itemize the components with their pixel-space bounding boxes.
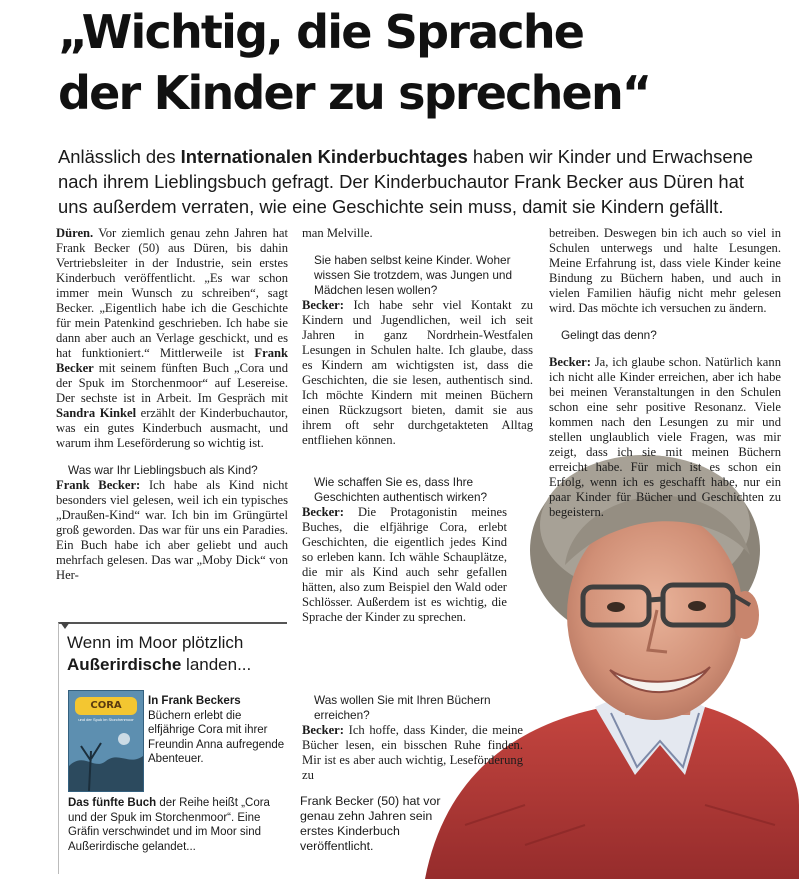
book-cover-subtitle: und der Spuk im Storchenmoor xyxy=(78,717,134,722)
headline xyxy=(58,2,788,124)
book-cover-image xyxy=(68,690,144,792)
author-name: Frank Becker xyxy=(56,346,288,375)
interviewer-name: Sandra Kinkel xyxy=(56,406,137,420)
lead-paragraph xyxy=(58,144,793,219)
book-cover-title: CORA xyxy=(75,697,137,715)
speaker-label: Becker: xyxy=(302,723,344,737)
lead-bold-event: Internationalen Kinderbuchtages xyxy=(180,146,468,167)
info-box-arrow-icon xyxy=(60,622,70,629)
photo-caption: Frank Becker (50) hat vor genau zehn Jahren sein erstes Kinderbuch veröffentlicht. xyxy=(300,794,441,853)
lead-line-2: nach ihrem Lieblingsbuch gefragt. Der Kinderbuchautor Frank Becker aus Düren hat xyxy=(58,171,744,192)
continuation-text: betreiben. Deswegen bin ich auch so viel in Schulen unterwegs und halte Lesungen. Meine Erfahrung ist, dass viele Kinder keine Bindung zu Büchern haben, und auch in vielen Familien häufig nicht mehr gelesen wird. Das möchte ich versuchen zu ändern. xyxy=(549,226,781,315)
speaker-label: Becker: xyxy=(302,298,344,312)
question-2: Sie haben selbst keine Kinder. Woher wissen Sie trotzdem, was Jungen und Mädchen lesen wollen? xyxy=(314,253,513,297)
question-5: Gelingt das denn? xyxy=(561,328,657,342)
speaker-label: Frank Becker: xyxy=(56,478,141,492)
answer-5: Becker: Ja, ich glaube schon. Natürlich kann ich nicht alle Kinder erreichen, aber ich habe bei meinen Veranstaltungen in den Schulen schon eine sehr positive Resonanz. Viele kommen nach den Lesungen zu mir und stellen unglaublich viele Fragen, was mir zeigt, dass ich sie mit meinen Büchern erreicht habe. Für mich ist es schon ein Erfolg, wenn ich es geschafft habe, nur ein paar Kinder für Bücher und Geschichten zu begeistern. xyxy=(549,355,781,519)
intro-paragraph: Düren. Vor ziemlich genau zehn Jahren hat Frank Becker (50) aus Düren, bis dahin Vertriebsleiter in der Industrie, sein erstes Kinderbuch veröffentlicht. „Es war schon immer mein Wunsch zu schreiben“, sagt Becker. „Eigentlich habe ich die Geschichte für mein Patenkind geschrieben. Ich habe sie dann aber auch an Verlage geschickt, und es hat funktioniert.“ Mittlerweile ist Frank Becker mit seinem fünften Buch „Cora und der Spuk im Storchenmoor“ auf Lesereise. Der sechste ist in Arbeit. Im Gespräch mit Sandra Kinkel erzählt der Kinderbuchautor, was ein gutes Kinderbuch ausmacht, und warum ihm Leseförderung so wichtig ist. xyxy=(56,226,288,450)
headline-line-2: der Kinder zu sprechen“ xyxy=(58,66,651,120)
speaker-label: Becker: xyxy=(302,505,344,519)
dateline: Düren. xyxy=(56,226,94,240)
continuation-text: man Melville. xyxy=(302,226,373,240)
question-1: Was war Ihr Lieblingsbuch als Kind? xyxy=(68,463,258,477)
info-box-title: Wenn im Moor plötzlich Außerirdische landen... xyxy=(67,633,252,674)
answer-1: Frank Becker: Ich habe als Kind nicht besonders viel gelesen, weil ich ein typisches „Draußen-Kind“ war. Ich bin im Grüngürtel groß geworden. Das war für uns ein Paradies. Ein Buch habe ich aber geliebt und auch mehrfach gelesen. Das war „Moby Dick“ von Her- xyxy=(56,478,288,582)
question-3: Wie schaffen Sie es, dass Ihre Geschichten authentisch wirken? xyxy=(314,475,488,504)
article-column-2-bottom xyxy=(302,693,523,783)
answer-2: Becker: Ich habe sehr viel Kontakt zu Kindern und Jugendlichen, weil ich seit Jahren in ganz Nordrhein-Westfalen Lesungen in Schulen halte. Ich glaube, dass es Kindern am wichtigsten ist, dass die Geschichten, die sie lesen, authentisch sind. Ich möchte Kindern mit meinen Büchern einen Rückzugsort bieten, damit sie aus ihrem oft sehr durchgetakteten Alltag entfliehen können. xyxy=(302,298,533,447)
article-column-2 xyxy=(302,226,533,448)
article-column-2-lower xyxy=(302,475,507,625)
answer-4: Becker: Ich hoffe, dass Kinder, die meine Bücher lesen, ein bisschen Ruhe finden. Mir ist es aber auch wichtig, Leseförderung zu xyxy=(302,723,523,782)
answer-3: Becker: Die Protagonistin meines Buches, die elfjährige Cora, erlebt Geschichten, die eigentlich jedes Kind so erleben kann. Ich wähle Schauplätze, die mir als Kind auch sehr gefallen hätten, also zum Beispiel den Wald oder Schlösser. Außerdem ist es wichtig, die Sprache der Kinder zu sprechen. xyxy=(302,505,507,624)
article-column-3 xyxy=(549,226,781,343)
lead-line-1: Anlässlich des Internationalen Kinderbuchtages haben wir Kinder und Erwachsene xyxy=(58,146,754,167)
article-column-1 xyxy=(56,226,288,583)
info-box-text-1: In Frank Beckers Büchern erlebt die elfjährige Cora mit ihrer Freundin Anna aufregende Abenteuer. xyxy=(148,695,285,765)
info-box-text-2: Das fünfte Buch der Reihe heißt „Cora und der Spuk im Storchenmoor“. Eine Gräfin verschwindet und im Moor sind Außerirdische gelandet... xyxy=(68,797,270,853)
headline-line-1: „Wichtig, die Sprache xyxy=(58,5,584,59)
lead-line-3: uns außerdem verraten, wie eine Geschichte sein muss, damit sie Kindern gefällt. xyxy=(58,196,724,217)
speaker-label: Becker: xyxy=(549,355,591,369)
article-column-3-answer-top xyxy=(549,355,781,519)
question-4: Was wollen Sie mit Ihren Büchern erreichen? xyxy=(314,693,491,722)
